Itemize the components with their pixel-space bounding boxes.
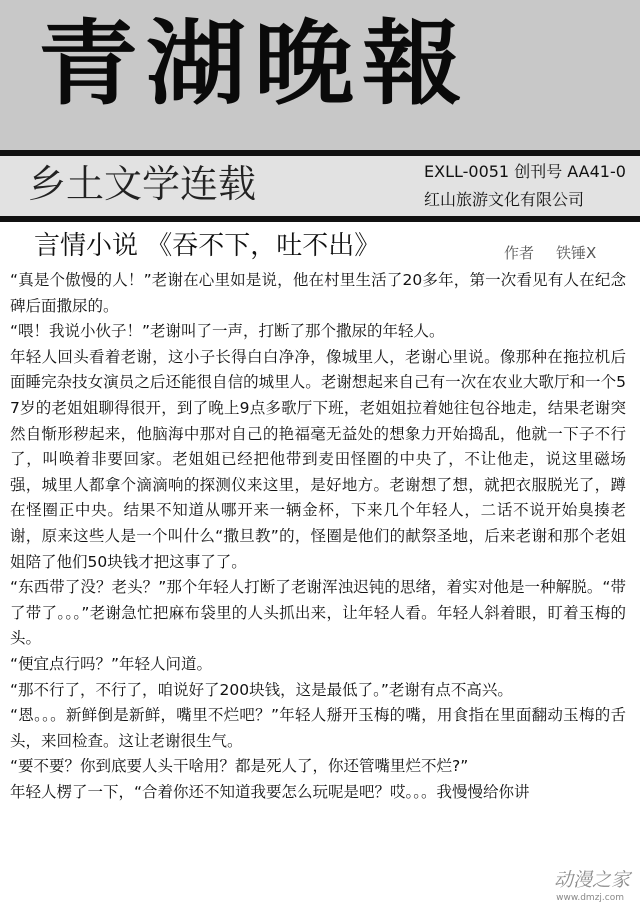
paragraph: “便宜点行吗？”年轻人问道。 [10, 654, 213, 673]
paragraph: “那不行了，不行了，咱说好了200块钱，这是最低了。”老谢有点不高兴。 [10, 680, 513, 699]
author-label: 作者 [504, 244, 535, 262]
column-name: 乡土文学连载 [28, 162, 257, 206]
watermark-text: 动漫之家 [553, 869, 630, 891]
paragraph: 年轻人楞了一下，“合着你还不知道我要怎么玩呢是吧？哎。。。我慢慢给你讲 [10, 782, 530, 801]
paragraph: 年轻人回头看着老谢，这小子长得白白净净，像城里人，老谢心里说。像那种在拖拉机后面睡完杂技女演员之后还能很自信的城里人。老谢想起来自己有一次在农业大歌厅和一个57岁的老姐姐聊得很开，到了晚上9点多歌厅下班，老姐姐拉着她往包谷地走，结果老谢突然自惭形秽起来，他脑海中那对自己的艳福毫无益处的想象力开始捣乱，他就一下子不行了，叫唤着非要回家。老姐姐已经把他带到麦田怪圈的中央了，不让他走，说这里磁场强，城里人都拿个滴滴响的探测仪来这里，是好地方。老谢想了想，就把衣服脱光了，蹲在怪圈正中央。结果不知道从哪开来一辆金杯，下来几个年轻人，二话不说开始臭揍老谢，原来这些人是一个叫什么“撒旦教”的，怪圈是他们的献祭圣地，后来老谢和那个老姐姐陪了他们50块钱才把这事了了。 [10, 347, 626, 571]
story-body [10, 268, 626, 805]
issue-code: EXLL-0051 创刊号 AA41-0 [424, 162, 626, 181]
author-name: 铁锤X [556, 244, 597, 262]
subbar-rule [0, 216, 640, 222]
paragraph: “喂！我说小伙子！”老谢叫了一声，打断了那个撒尿的年轻人。 [10, 322, 445, 341]
publisher-name: 红山旅游文化有限公司 [424, 190, 585, 209]
paragraph: “东西带了没？老头？”那个年轻人打断了老谢浑浊迟钝的思绪，着实对他是一种解脱。“带了带了。。。”老谢急忙把麻布袋里的人头抓出来，让年轻人看。年轻人斜着眼，盯着玉梅的头。 [10, 578, 626, 648]
paragraph: “恩。。。新鲜倒是新鲜，嘴里不烂吧？”年轻人掰开玉梅的嘴，用食指在里面翻动玉梅的舌头，来回检查。这让老谢很生气。 [10, 706, 626, 750]
story-title: 言情小说 《吞不下，吐不出》 [34, 231, 381, 261]
newspaper-title: 青湖晚報 [38, 10, 470, 118]
watermark-url: www.dmzj.com [556, 893, 624, 903]
masthead [0, 0, 640, 150]
masthead-subbar [0, 156, 640, 216]
site-watermark [514, 868, 634, 908]
paragraph: “真是个傲慢的人！”老谢在心里如是说，他在村里生活了20多年，第一次看见有人在纪念碑后面撒尿的。 [10, 271, 626, 315]
paragraph: “要不要？你到底要人头干啥用？都是死人了，你还管嘴里烂不烂?” [10, 757, 469, 776]
